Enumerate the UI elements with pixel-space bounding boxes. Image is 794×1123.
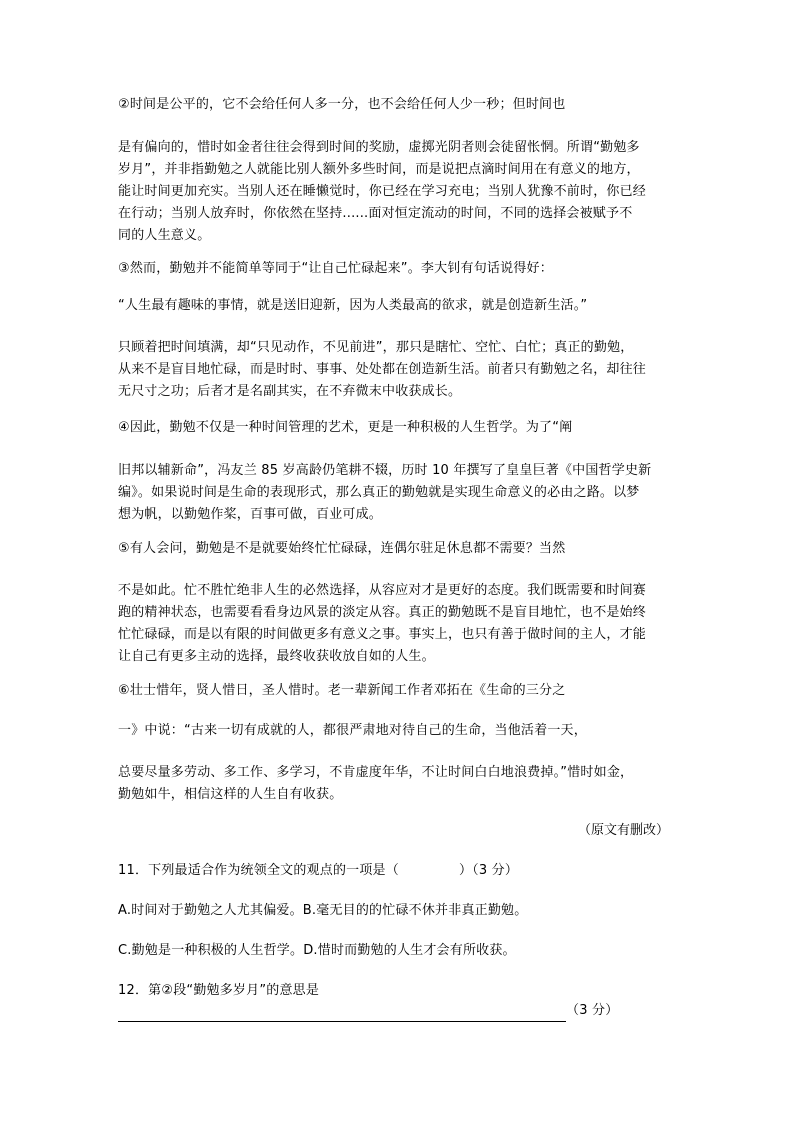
paragraph-4-body: [118, 460, 678, 526]
li-dazhao-quote: “人生最有趣味的事情，就是送旧迎新，因为人类最高的欲求，就是创造新生活。”: [118, 298, 588, 313]
text-line: 跑的精神状态，也需要看看身边风景的淡定从容。真正的勤勉既不是盲目地忙，也不是始终: [118, 605, 647, 620]
text-line: 无尺寸之功；后者才是名副其实，在不弃微末中收获成长。: [118, 384, 462, 399]
paragraph-4-first-line: ④因此，勤勉不仅是一种时间管理的艺术，更是一种积极的人生哲学。为了“阐: [118, 420, 573, 435]
text-line: 勤勉如牛，相信这样的人生自有收获。: [118, 787, 343, 802]
paragraph-2-first-line: ②时间是公平的，它不会给任何人多一分，也不会给任何人少一秒；但时间也: [118, 97, 566, 112]
text-line: 是有偏向的，惜时如金者往往会得到时间的奖励，虚掷光阴者则会徒留怅惘。所谓“勤勉多: [118, 140, 640, 155]
text-line: 编》。如果说时间是生命的表现形式，那么真正的勤勉就是实现生命意义的必由之路。以梦: [118, 485, 640, 500]
paragraph-6-second-line: 一》中说：“古来一切有成就的人，都很严肃地对待自己的生命，当他活着一天，: [118, 723, 587, 738]
text-line: 让自己有更多主动的选择，最终收获收放自如的人生。: [118, 649, 435, 664]
question-11-options-ab: A.时间对于勤勉之人尤其偏爱。B.毫无目的的忙碌不休并非真正勤勉。: [118, 903, 528, 918]
source-note: （原文有删改）: [578, 823, 670, 838]
question-11-stem: [118, 860, 678, 882]
text-line: 旧邦以辅新命”，冯友兰 85 岁高龄仍笔耕不辍，历时 10 年撰写了皇皇巨著《中国哲学史新: [118, 463, 652, 478]
answer-blank[interactable]: [118, 1005, 566, 1022]
question-12-stem: 12．第②段“勤勉多岁月”的意思是: [118, 983, 320, 998]
text-line: 从来不是盲目地忙碌，而是时时、事事、处处都在创造新生活。前者只有勤勉之名，却往往: [118, 362, 647, 377]
text-line: 在行动；当别人放弃时，你依然在坚持......面对恒定流动的时间，不同的选择会被赋予不: [118, 206, 633, 221]
text-line: 能让时间更加充实。当别人还在睡懒觉时，你已经在学习充电；当别人犹豫不前时，你已经: [118, 184, 647, 199]
text-line: 总要尽量多劳动、多工作、多学习，不肯虚度年华，不让时间白白地浪费掉。”惜时如金，: [118, 765, 634, 780]
paragraph-6-first-line: ⑥壮士惜年，贤人惜日，圣人惜时。老一辈新闻工作者邓拓在《生命的三分之: [118, 683, 566, 698]
text-line: 只顾着把时间填满，却“只见动作，不见前进”，那只是瞎忙、空忙、白忙；真正的勤勉，: [118, 340, 634, 355]
question-11-stem-end: ）（3 分）: [458, 863, 519, 878]
paragraph-5-first-line: ⑤有人会问，勤勉是不是就要始终忙忙碌碌，连偶尔驻足休息都不需要？当然: [118, 541, 566, 556]
text-line: 同的人生意义。: [118, 228, 211, 243]
paragraph-2-body: [118, 137, 678, 247]
text-line: 岁月”，并非指勤勉之人就能比别人额外多些时间，而是说把点滴时间用在有意义的地方，: [118, 162, 640, 177]
text-line: 不是如此。忙不胜忙绝非人生的必然选择，从容应对才是更好的态度。我们既需要和时间赛: [118, 583, 647, 598]
paragraph-6-body: [118, 762, 678, 806]
text-line: 想为帆，以勤勉作桨，百事可做，百业可成。: [118, 507, 383, 522]
paragraph-5-body: [118, 580, 678, 668]
question-12-score: （3 分）: [566, 1003, 619, 1018]
text-line: 忙忙碌碌，而是以有限的时间做更多有意义之事。事实上，也只有善于做时间的主人，才能: [118, 627, 647, 642]
paragraph-3-first-line: ③然而，勤勉并不能简单等同于“让自己忙碌起来”。李大钊有句话说得好：: [118, 261, 553, 276]
paragraph-3-body: [118, 337, 678, 403]
question-11-options-cd: C.勤勉是一种积极的人生哲学。D.惜时而勤勉的人生才会有所收获。: [118, 943, 516, 958]
question-12-answer-line: [118, 1000, 678, 1022]
question-11-stem-start: 11．下列最适合作为统领全文的观点的一项是（: [118, 863, 399, 878]
